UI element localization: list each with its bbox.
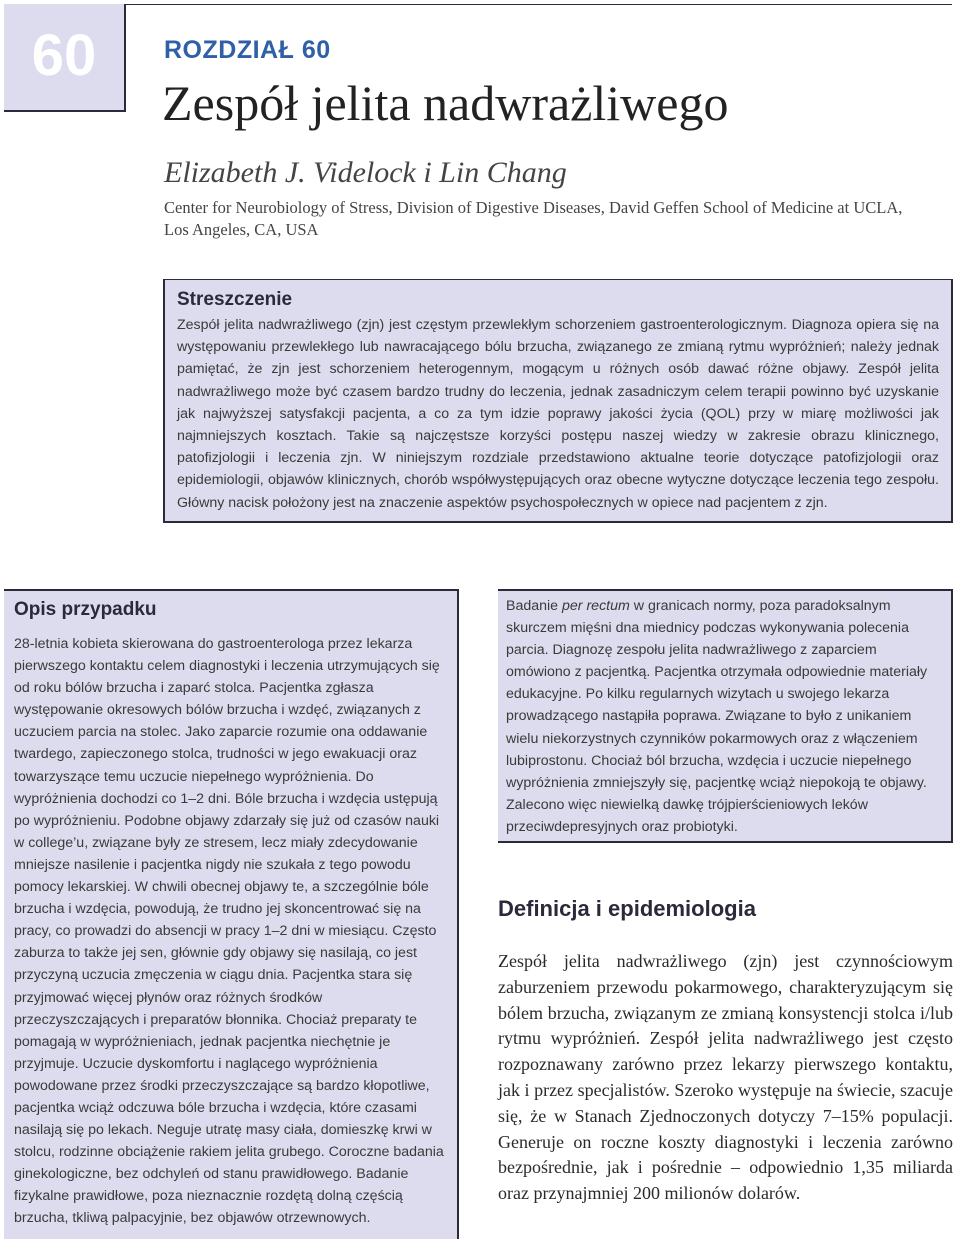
case-box — [4, 589, 459, 1239]
abstract-heading: Streszczenie — [177, 289, 293, 310]
chapter-authors: Elizabeth J. Videlock i Lin Chang — [164, 156, 567, 189]
case-continuation-start: Badanie — [506, 598, 563, 614]
section-body: Zespół jelita nadwrażliwego (zjn) jest czynnościowym zaburzeniem przewodu pokarmowego, charakteryzującym się bólem brzucha, związanym ze zmianą konsystencji stolca i/lub rytmu wypróżnień. Zespół jelita nadwrażliwego jest często rozpoznawany zarówno przez lekarzy pierwszego kontaktu, jak i przez specjalistów. Szeroko występuje na świecie, szacuje się, że w Stanach Zjednoczonych dotyczy 7–15% populacji. Generuje on roczne koszty diagnostyki i leczenia zarówno bezpośrednie, jak i pośrednie – odpowiednio 1,35 miliarda oraz przynajmniej 200 milionów dolarów. — [498, 951, 953, 1204]
case-continuation-box — [498, 589, 953, 843]
case-text: 28-letnia kobieta skierowana do gastroenterologa przez lekarza pierwszego kontaktu celem diagnostyki i leczenia utrzymujących się od roku bólów brzucha i zaparć stolca. Pacjentka zgłasza występowanie okresowych bólów brzucha i wzdęć, związanych z uczuciem parcia na stolec. Jako zaparcie rozumie ona oddawanie twardego, zapieczonego stolca, trudności w jego ewakuacji oraz towarzyszące temu uczucie niepełnego wypróżnienia. Do wypróżnienia dochodzi co 1–2 dni. Bóle brzucha i wzdęcia ustępują po wypróżnieniu. Podobne objawy zdarzały się już od czasów nauki w college’u, związane były ze stresem, lecz miały zdecydowanie mniejsze nasilenie i pacjentka nigdy nie szukała z tego powodu pomocy lekarskiej. W chwili obecnej objawy te, a szczególnie bóle brzucha i wzdęcia, powodują, że trudno jej skoncentrować się na pracy, co prowadzi do absencji w pracy 1–2 dni w miesiącu. Często zaburza to także jej sen, głównie gdy objawy się nasilają, co jest przyczyną uczucia zmęczenia w ciągu dnia. Pacjentka stara się przyjmować więcej płynów oraz różnych środków przeczyszczających i preparatów błonnika. Chociaż preparaty te pomagają w wypróżnieniach, jednak pacjentka niechętnie je przyjmuje. Uczucie dyskomfortu i naglącego wypróżnienia powodowane przez środki przeczyszczające są bardzo kłopotliwe, pacjentka wciąż odczuwa bóle brzucha i wzdęcia, które czasami nasilają się po lekach. Neguje utratę masy ciała, domieszkę krwi w stolcu, rodzinne obciążenie rakiem jelita grubego. Coroczne badania ginekologiczne, bez odchyleń od stanu prawidłowego. Badanie fizykalne prawidłowe, poza nieznacznie rozdętą dolną częścią brzucha, tkliwą palpacyjnie, bez objawów otrzewnowych. — [14, 636, 444, 1227]
chapter-number: 60 — [31, 23, 97, 88]
case-continuation-text — [506, 595, 941, 838]
case-continuation-rest: w granicach normy, poza paradoksalnym skurczem mięśni dna miednicy podczas wykonywania polecenia parcia. Diagnozę zespołu jelita nadwrażliwego z zaparciem omówiono z pacjentką. Pacjentka otrzymała odpowiednie materiały edukacyjne. Po kilku regularnych wizytach u swojego lekarza prowadzącego nastąpiła poprawa. Związane to było z unikaniem wielu niekorzystnych czynników pokarmowych oraz z włączeniem lubiprostonu. Chociaż ból brzucha, wzdęcia i uczucie niepełnego wypróżnienia zmniejszyły się, pacjentkę wciąż niepokoją te objawy. Zalecono więc niewielką dawkę trójpierścieniowych leków przeciwdepresyjnych oraz probiotyki. — [506, 598, 928, 835]
author-affiliation: Center for Neurobiology of Stress, Division of Digestive Diseases, David Geffen School of Medicine at UCLA, Los Angeles, CA, USA — [164, 198, 903, 239]
abstract-box — [163, 279, 953, 523]
chapter-title: Zespół jelita nadwrażliwego — [162, 75, 729, 131]
chapter-number-box — [4, 4, 126, 112]
case-heading: Opis przypadku — [14, 599, 157, 620]
section-heading: Definicja i epidemiologia — [498, 896, 756, 921]
abstract-text: Zespół jelita nadwrażliwego (zjn) jest częstym przewlekłym schorzeniem gastroenterologicznym. Diagnoza opiera się na występowaniu przewlekłego lub nawracającego bólu brzucha, związanego ze zmianą rytmu wypróżnień; należy jednak pamiętać, że zjn jest schorzeniem heterogennym, mogącym u różnych osób dawać różne objawy. Zespół jelita nadwrażliwego może być czasem bardzo trudny do leczenia, jednak zasadniczym celem terapii powinno być uzyskanie jak najwyższej satysfakcji pacjenta, a co za tym idzie poprawy jakości życia (QOL) przy w miarę możliwości jak najmniejszych kosztach. Takie są najczęstsze korzyści postępu naszej wiedzy w zakresie obrazu klinicznego, patofizjologii i leczenia zjn. W niniejszym rozdziale przedstawiono aktualne teorie dotyczące patofizjologii oraz epidemiologii, objawów klinicznych, chorób współwystępujących oraz obecne wytyczne dotyczące leczenia tego zespołu. Główny nacisk położony jest na znaczenie aspektów psychospołecznych w opiece nad pacjentem z zjn. — [177, 317, 939, 511]
case-continuation-italic: per rectum — [562, 598, 630, 614]
header-rule — [126, 4, 952, 5]
chapter-label: ROZDZIAŁ 60 — [164, 36, 331, 64]
